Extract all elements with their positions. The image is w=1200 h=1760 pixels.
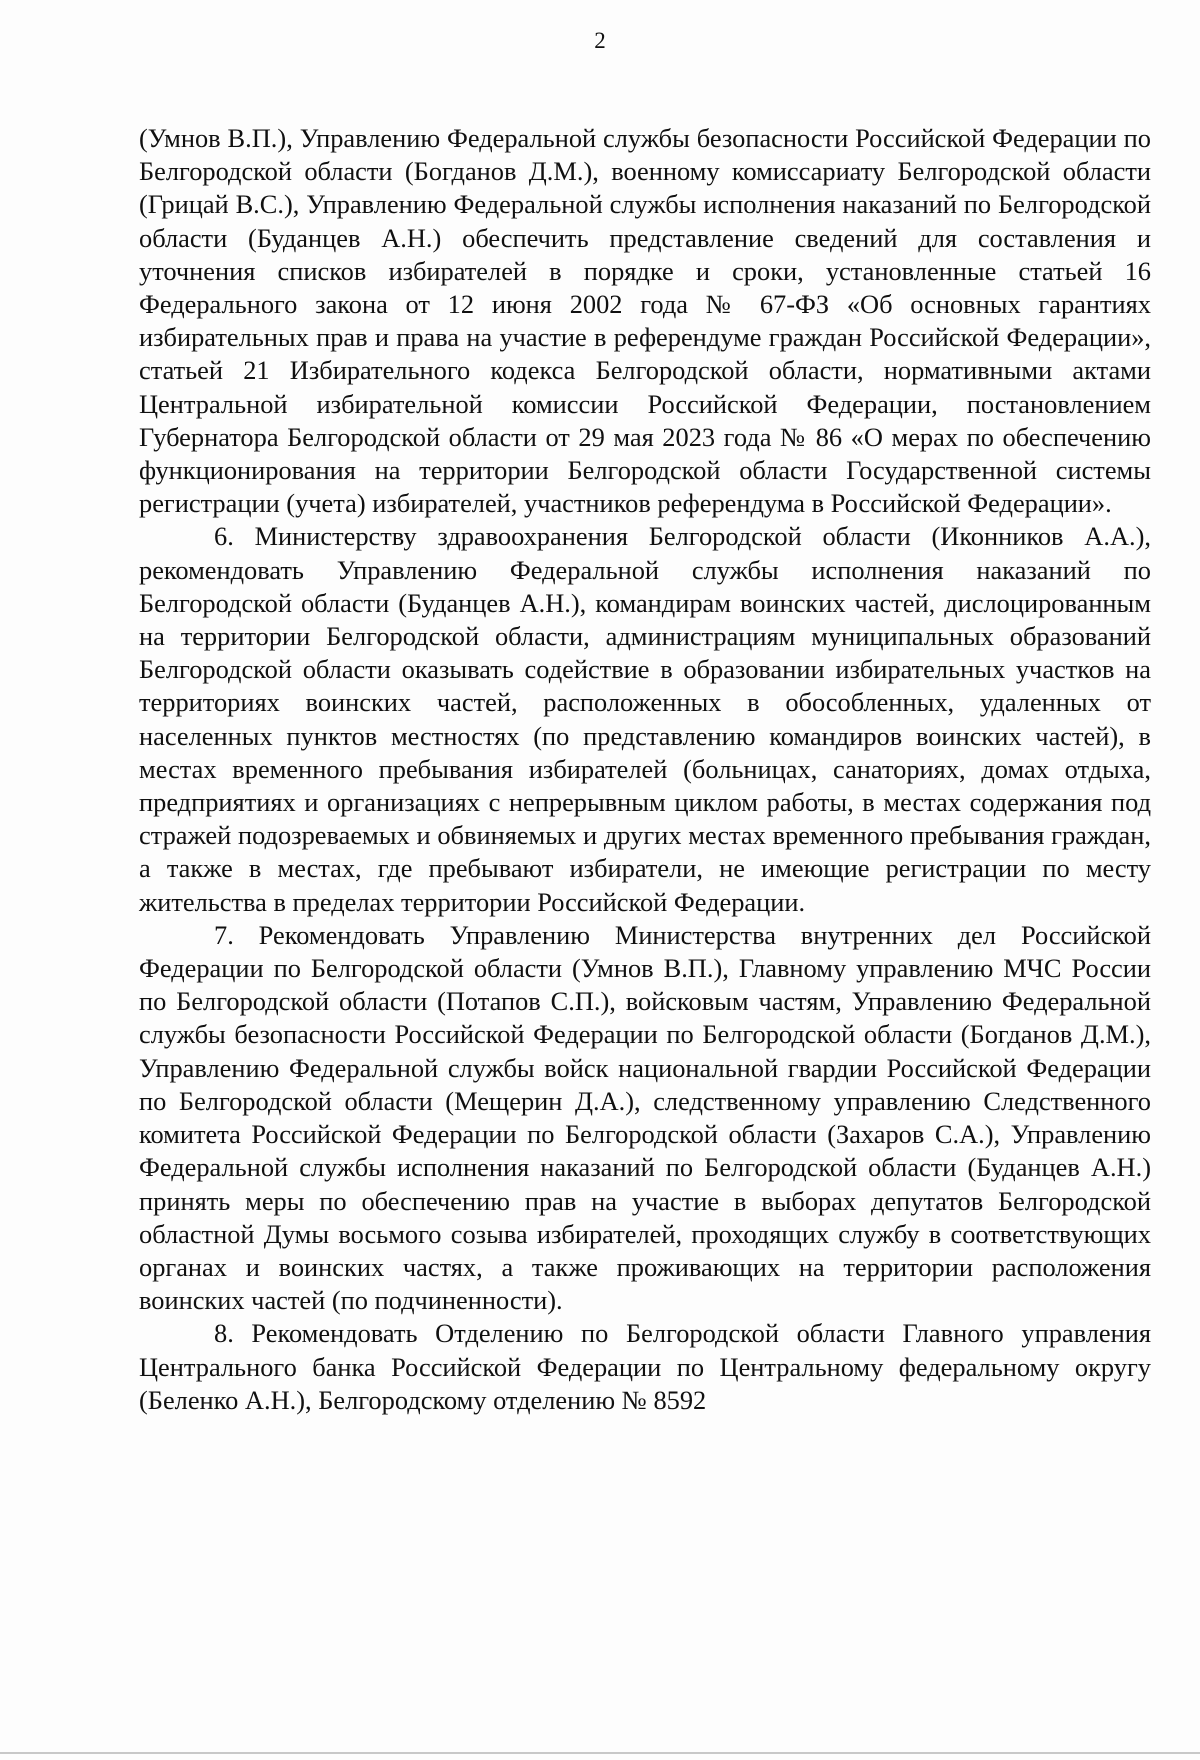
paragraph-item-8: 8. Рекомендовать Отделению по Белгородской области Главного управления Центрального банка Российской Федерации по Центральному федеральному округу (Беленко А.Н.), Белгородскому отделению № 8592 bbox=[139, 1318, 1151, 1415]
page-number: 2 bbox=[594, 28, 606, 53]
document-body bbox=[139, 122, 1151, 1417]
paragraph-item-6: 6. Министерству здравоохранения Белгородской области (Иконников А.А.), рекомендовать Управлению Федеральной службы исполнения наказаний по Белгородской области (Буданцев А.Н.), командирам воинских частей, дислоцированным на территории Белгородской области, администрациям муниципальных образований Белгородской области оказывать содействие в образовании избирательных участков на территориях воинских частей, расположенных в обособленных, удаленных от населенных пунктов местностях (по представлению командиров воинских частей), в местах временного пребывания избирателей (больницах, санаториях, домах отдыха, предприятиях и организациях с непрерывным циклом работы, в местах содержания под стражей подозреваемых и обвиняемых и других местах временного пребывания граждан, а также в местах, где пребывают избиратели, не имеющие регистрации по месту жительства в пределах территории Российской Федерации. bbox=[139, 521, 1151, 917]
paragraph-item-7: 7. Рекомендовать Управлению Министерства внутренних дел Российской Федерации по Белгородской области (Умнов В.П.), Главному управлению МЧС России по Белгородской области (Потапов С.П.), войсковым частям, Управлению Федеральной службы безопасности Российской Федерации по Белгородской области (Богданов Д.М.), Управлению Федеральной службы войск национальной гвардии Российской Федерации по Белгородской области (Мещерин Д.А.), следственному управлению Следственного комитета Российской Федерации по Белгородской области (Захаров С.А.), Управлению Федеральной службы исполнения наказаний по Белгородской области (Буданцев А.Н.) принять меры по обеспечению прав на участие в выборах депутатов Белгородской областной Думы восьмого созыва избирателей, проходящих службу в соответствующих органах и воинских частях, а также проживающих на территории расположения воинских частей (по подчиненности). bbox=[139, 919, 1151, 1316]
scan-edge-line bbox=[0, 1752, 1200, 1754]
paragraph-continuation: (Умнов В.П.), Управлению Федеральной службы безопасности Российской Федерации по Белгородской области (Богданов Д.М.), военному комиссариату Белгородской области (Грицай В.С.), Управлению Федеральной службы исполнения наказаний по Белгородской области (Буданцев А.Н.) обеспечить представление сведений для составления и уточнения списков избирателей в порядке и сроки, установленные статьей 16 Федерального закона от 12 июня 2002 года № 67-ФЗ «Об основных гарантиях избирательных прав и права на участие в референдуме граждан Российской Федерации», статьей 21 Избирательного кодекса Белгородской области, нормативными актами Центральной избирательной комиссии Российской Федерации, постановлением Губернатора Белгородской области от 29 мая 2023 года № 86 «О мерах по обеспечению функционирования на территории Белгородской области Государственной системы регистрации (учета) избирателей, участников референдума в Российской Федерации». bbox=[139, 123, 1151, 519]
